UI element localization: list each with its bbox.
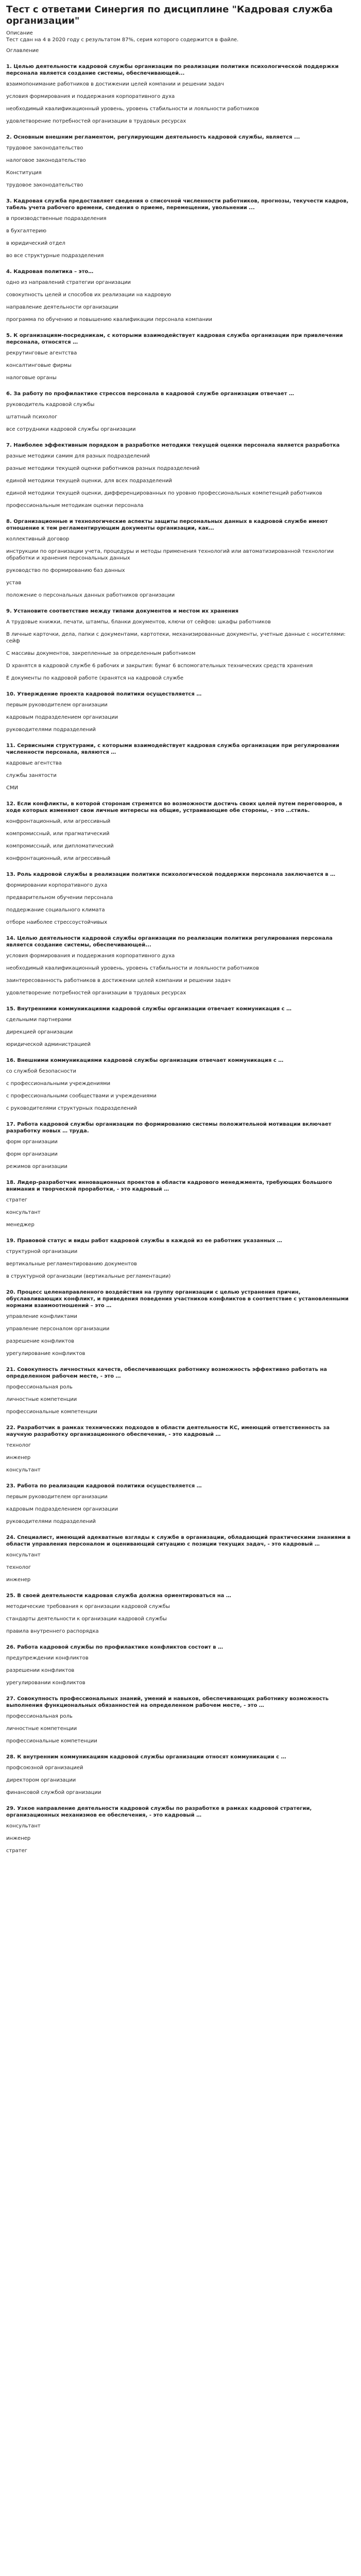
answer-option: консалтинговые фирмы bbox=[6, 363, 72, 368]
question-block bbox=[6, 935, 353, 996]
question-text: 4. Кадровая политика – это… bbox=[6, 269, 94, 275]
answer-option: стратег bbox=[6, 1848, 28, 1854]
answer-option: профсоюзной организацией bbox=[6, 1765, 83, 1771]
answer-option: профессиональная роль bbox=[6, 1384, 73, 1390]
answer-option: с профессиональными сообществами и учреждениями bbox=[6, 1093, 157, 1099]
question-text: 10. Утверждение проекта кадровой политики осуществляется … bbox=[6, 691, 202, 697]
question-block bbox=[6, 1696, 353, 1744]
question-block bbox=[6, 1592, 353, 1635]
question-block bbox=[6, 1238, 353, 1280]
question-text: 25. В своей деятельности кадровая служба должна ориентироваться на … bbox=[6, 1593, 231, 1599]
question-text: 27. Совокупность профессиональных знаний, умений и навыков, обеспечивающих работнику возможность выполнения функциональных обязанностей на определенном рабочем месте, - это … bbox=[6, 1696, 329, 1708]
answer-option: необходимый квалификационный уровень, уровень стабильности и лояльности работников bbox=[6, 965, 259, 971]
answer-option: удовлетворение потребностей организации в трудовых ресурсах bbox=[6, 990, 186, 996]
answer-option: службы занятости bbox=[6, 773, 57, 778]
question-text: 28. К внутренним коммуникациям кадровой службы организации относят коммуникации с … bbox=[6, 1754, 286, 1760]
question-text: 11. Сервисными структурами, с которыми взаимодействует кадровая служба организации при регулировании численности персонала, являются … bbox=[6, 743, 339, 755]
answer-option: устав bbox=[6, 580, 22, 586]
answer-option: директором организации bbox=[6, 1777, 76, 1783]
question-text: 3. Кадровая служба предоставляет сведения о списочной численности работников, прогнозы, текучести кадров, табель учета рабочего времени, сведения о приеме, перемещении, увольнении ... bbox=[6, 198, 349, 211]
answer-option: форм организации bbox=[6, 1151, 58, 1157]
answer-option: стратег bbox=[6, 1197, 28, 1203]
question-block bbox=[6, 1366, 353, 1415]
answer-option: режимов организации bbox=[6, 1164, 67, 1170]
question-block bbox=[6, 1289, 353, 1357]
answer-option: Конституция bbox=[6, 170, 42, 176]
answer-option: первым руководителем организации bbox=[6, 702, 108, 708]
answer-option: поддержание социального климата bbox=[6, 907, 105, 913]
answer-option: разрешении конфликтов bbox=[6, 1668, 75, 1673]
answer-option: управление конфликтами bbox=[6, 1314, 77, 1319]
answer-option: консультант bbox=[6, 1823, 41, 1829]
answer-option: единой методики текущей оценки, дифференцированных по уровню профессиональных компетенций работников bbox=[6, 490, 322, 496]
question-block bbox=[6, 268, 353, 323]
question-block bbox=[6, 1805, 353, 1854]
question-block bbox=[6, 1534, 353, 1583]
question-block bbox=[6, 518, 353, 599]
answer-option: разные методики самим для разных подразделений bbox=[6, 453, 150, 459]
question-block bbox=[6, 1425, 353, 1473]
question-text: 23. Работа по реализации кадровой политики осуществляется … bbox=[6, 1483, 202, 1489]
answer-option: кадровые агентства bbox=[6, 760, 62, 766]
answer-option: конфронтационный, или агрессивный bbox=[6, 856, 111, 861]
answer-option: разные методики текущей оценки работников разных подразделений bbox=[6, 466, 200, 471]
answer-option: с профессиональными учреждениями bbox=[6, 1081, 111, 1087]
answer-option: структурной организации bbox=[6, 1249, 78, 1255]
answer-option: отборе наиболее стрессоустойчивых bbox=[6, 920, 108, 925]
answer-option: личностные компетенции bbox=[6, 1726, 77, 1732]
question-text: 2. Основным внешним регламентом, регулирующим деятельность кадровой службы, является ... bbox=[6, 134, 300, 140]
question-text: 6. За работу по профилактике стрессов персонала в кадровой службе организации отвечает … bbox=[6, 391, 294, 397]
answer-option: предупреждении конфликтов bbox=[6, 1655, 89, 1661]
question-block bbox=[6, 1057, 353, 1112]
answer-option: кадровым подразделением организации bbox=[6, 715, 118, 720]
answer-option: консультант bbox=[6, 1467, 41, 1473]
answer-option: профессиональная роль bbox=[6, 1714, 73, 1719]
answer-option: одно из направлений стратегии организации bbox=[6, 280, 131, 285]
answer-option: личностные компетенции bbox=[6, 1397, 77, 1402]
answer-option: необходимый квалификационный уровень, уровень стабильности и лояльности работников bbox=[6, 106, 259, 112]
answer-option: коллективный договор bbox=[6, 536, 70, 542]
question-text: 21. Совокупность личностных качеств, обеспечивающих работнику возможность эффективно работать на определенном рабочем месте, - это … bbox=[6, 1367, 328, 1379]
question-block bbox=[6, 742, 353, 791]
answer-option: форм организации bbox=[6, 1139, 58, 1145]
answer-option: урегулирование конфликтов bbox=[6, 1351, 85, 1357]
answer-option: со службой безопасности bbox=[6, 1069, 76, 1074]
answer-option: положение о персональных данных работников организации bbox=[6, 592, 175, 598]
answer-option: в структурной организации (вертикальные регламентации) bbox=[6, 1274, 171, 1279]
question-text: 17. Работа кадровой службы организации по формированию системы положительной мотивации включает разработку новых … труда. bbox=[6, 1122, 332, 1134]
answer-option: руководитель кадровой службы bbox=[6, 402, 95, 408]
questions-list bbox=[6, 63, 353, 1854]
answer-option: в бухгалтерию bbox=[6, 228, 47, 234]
answer-option: A трудовые книжки, печати, штампы, бланки документов, ключи от сейфов: шкафы работников bbox=[6, 619, 271, 625]
answer-option: предварительном обучении персонала bbox=[6, 895, 113, 901]
description-text: Тест сдан на 4 в 2020 году с результатом 87%, серия которого содержится в файле. bbox=[6, 37, 239, 43]
question-text: 7. Наиболее эффективным порядком в разработке методики текущей оценки персонала является разработка bbox=[6, 443, 340, 448]
answer-option: первым руководителем организации bbox=[6, 1494, 108, 1500]
answer-option: технолог bbox=[6, 1443, 31, 1448]
answer-option: финансовой службой организации bbox=[6, 1790, 101, 1795]
answer-option: профессиональные компетенции bbox=[6, 1738, 97, 1744]
answer-option: стандарты деятельности к организации кадровой службы bbox=[6, 1616, 167, 1622]
answer-option: инженер bbox=[6, 1455, 31, 1461]
question-text: 13. Роль кадровой службы в реализации политики психологической поддержки персонала заключается в … bbox=[6, 872, 336, 877]
answer-option: руководителями подразделений bbox=[6, 727, 96, 733]
answer-option: трудовое законодательство bbox=[6, 145, 83, 151]
answer-option: компромиссный, или прагматический bbox=[6, 831, 110, 837]
question-text: 1. Целью деятельности кадровой службы организации по реализации политики психологической поддержки персонала является создание системы, обеспечивающей... bbox=[6, 64, 339, 76]
answer-option: условия формирования и поддержания корпоративного духа bbox=[6, 94, 175, 99]
question-block bbox=[6, 608, 353, 682]
answer-option: единой методики текущей оценки, для всех подразделений bbox=[6, 478, 173, 484]
answer-option: менеджер bbox=[6, 1222, 35, 1228]
answer-option: с руководителями структурных подразделений bbox=[6, 1106, 137, 1111]
question-block bbox=[6, 1754, 353, 1796]
answer-option: дирекцией организации bbox=[6, 1029, 73, 1035]
answer-option: кадровым подразделением организации bbox=[6, 1506, 118, 1512]
answer-option: инструкции по организации учета, процедуры и методы применения технологий или автоматизированной технологии обработки и хранения персональных данных bbox=[6, 549, 334, 561]
answer-option: урегулировании конфликтов bbox=[6, 1680, 85, 1686]
question-block bbox=[6, 442, 353, 509]
question-text: 19. Правовой статус и виды работ кадровой службы в каждой из ее работник указанных … bbox=[6, 1238, 282, 1244]
answer-option: сдельными партнерами bbox=[6, 1017, 72, 1023]
question-block bbox=[6, 63, 353, 125]
question-text: 24. Специалист, имеющий адекватные взгляды к службе в организации, обладающий практическими знаниями в области управления персоналом и оценивающий ситуацию с позиции текущих задач, - это кадровый … bbox=[6, 1535, 351, 1547]
question-text: 12. Если конфликты, в которой сторонам стремятся во возможности достичь своих целей путем переговоров, в ходе которых изменяют свои личные интересы на общие, устраивающие обе стороны, - это …стиль. bbox=[6, 801, 342, 814]
answer-option: удовлетворение потребностей организации в трудовых ресурсах bbox=[6, 118, 186, 124]
answer-option: в юридический отдел bbox=[6, 241, 65, 246]
question-text: 14. Целью деятельности кадровой службы организации по реализации политики регулирования персонала является создание системы, обеспечивающей... bbox=[6, 936, 333, 948]
answer-option: профессиональные компетенции bbox=[6, 1409, 97, 1415]
answer-option: направление деятельности организации bbox=[6, 304, 118, 310]
answer-option: вертикальные регламентированию документов bbox=[6, 1261, 137, 1267]
answer-option: взаимопонимание работников в достижении целей компании и решении задач bbox=[6, 81, 224, 87]
question-text: 9. Установите соответствие между типами документов и местом их хранения bbox=[6, 608, 239, 614]
question-text: 15. Внутренними коммуникациями кадровой службы организации отвечает коммуникация с … bbox=[6, 1006, 292, 1012]
answer-option: консультант bbox=[6, 1210, 41, 1215]
answer-option: E документы по кадровой работе (хранятся на кадровой службе bbox=[6, 675, 184, 681]
answer-option: налоговое законодательство bbox=[6, 158, 86, 163]
question-block bbox=[6, 134, 353, 189]
answer-option: формировании корпоративного духа bbox=[6, 883, 108, 888]
question-block bbox=[6, 1644, 353, 1686]
question-block bbox=[6, 691, 353, 733]
question-text: 5. К организациям-посредникам, с которыми взаимодействует кадровая служба организации при привлечении персонала, относятся … bbox=[6, 333, 343, 345]
question-block bbox=[6, 332, 353, 381]
answer-option: B личные карточки, дела, папки с документами, картотеки, механизированные документы, учетные данные с носителями: сейф bbox=[6, 632, 346, 644]
answer-option: инженер bbox=[6, 1836, 31, 1841]
document-title: Тест с ответами Синергия по дисциплине "Кадровая служба организации" bbox=[6, 4, 333, 26]
question-block bbox=[6, 1179, 353, 1228]
question-block bbox=[6, 198, 353, 259]
table-of-contents-label: Оглавление bbox=[6, 48, 39, 54]
answer-option: конфронтационный, или агрессивный bbox=[6, 819, 111, 824]
question-block bbox=[6, 801, 353, 862]
answer-option: методические требования к организации кадровой службы bbox=[6, 1604, 170, 1609]
answer-option: профессиональным методикам оценки персонала bbox=[6, 503, 144, 509]
question-block bbox=[6, 1006, 353, 1048]
answer-option: разрешение конфликтов bbox=[6, 1338, 74, 1344]
answer-option: технолог bbox=[6, 1565, 31, 1570]
answer-option: инженер bbox=[6, 1577, 31, 1583]
answer-option: управление персоналом организации bbox=[6, 1326, 110, 1332]
answer-option: рекрутинговые агентства bbox=[6, 350, 77, 356]
answer-option: правила внутреннего распорядка bbox=[6, 1629, 99, 1634]
question-block bbox=[6, 1121, 353, 1170]
answer-option: компромиссный, или дипломатический bbox=[6, 843, 114, 849]
answer-option: условия формирования и поддержания корпоративного духа bbox=[6, 953, 175, 959]
answer-option: штатный психолог bbox=[6, 414, 58, 420]
question-text: 29. Узкое направление деятельности кадровой службы по разработке в рамках кадровой стратегии, организационных механизмов ее обеспечения, - это кадровый … bbox=[6, 1806, 312, 1818]
answer-option: D хранятся в кадровой службе 6 рабочих и закрытия: бумаг 6 вспомогательных технических средств хранения bbox=[6, 663, 313, 669]
question-block bbox=[6, 1483, 353, 1525]
answer-option: юридической администрацией bbox=[6, 1042, 91, 1047]
question-text: 20. Процесс целенаправленного воздействия на группу организации с целью устранения причин, обуславливающих конфликт, и приведения поведения участников конфликтов в соответствие с установленными нормами взаимоотношений – это … bbox=[6, 1290, 349, 1309]
answer-option: во все структурные подразделения bbox=[6, 253, 104, 259]
answer-option: руководителями подразделений bbox=[6, 1519, 96, 1524]
answer-option: трудовое законодательство bbox=[6, 182, 83, 188]
question-text: 18. Лидер-разработчик инновационных проектов в области кадрового менеджмента, требующих большого внимания и творческой проработки, - это кадровый … bbox=[6, 1180, 332, 1192]
description-label: Описание bbox=[6, 30, 33, 36]
answer-option: заинтересованность работников в достижении целей компании и решении задач bbox=[6, 978, 231, 984]
question-block bbox=[6, 871, 353, 926]
question-block bbox=[6, 391, 353, 433]
answer-option: в производственные подразделения bbox=[6, 216, 107, 222]
answer-option: СМИ bbox=[6, 785, 19, 791]
answer-option: консультант bbox=[6, 1552, 41, 1558]
question-text: 16. Внешними коммуникациями кадровой службы организации отвечает коммуникация с … bbox=[6, 1058, 284, 1063]
answer-option: C массивы документов, закрепленные за определенным работником bbox=[6, 651, 196, 656]
question-text: 22. Разработчик в рамках технических подходов в области деятельности КС, имеющий ответственность за научную разработку организационного обеспечения, - это кадровый … bbox=[6, 1425, 330, 1437]
answer-option: программа по обучению и повышению квалификации персонала компании bbox=[6, 317, 212, 323]
question-text: 8. Организационные и технологические аспекты защиты персональных данных в кадровой службе имеют отношение к тем регламентирующим документы организации, как… bbox=[6, 519, 328, 531]
answer-option: налоговые органы bbox=[6, 375, 57, 381]
answer-option: совокупность целей и способов их реализации на кадровую bbox=[6, 292, 171, 298]
answer-option: все сотрудники кадровой службы организации bbox=[6, 427, 136, 432]
answer-option: руководство по формированию баз данных bbox=[6, 568, 125, 573]
question-text: 26. Работа кадровой службы по профилактике конфликтов состоит в … bbox=[6, 1645, 224, 1650]
